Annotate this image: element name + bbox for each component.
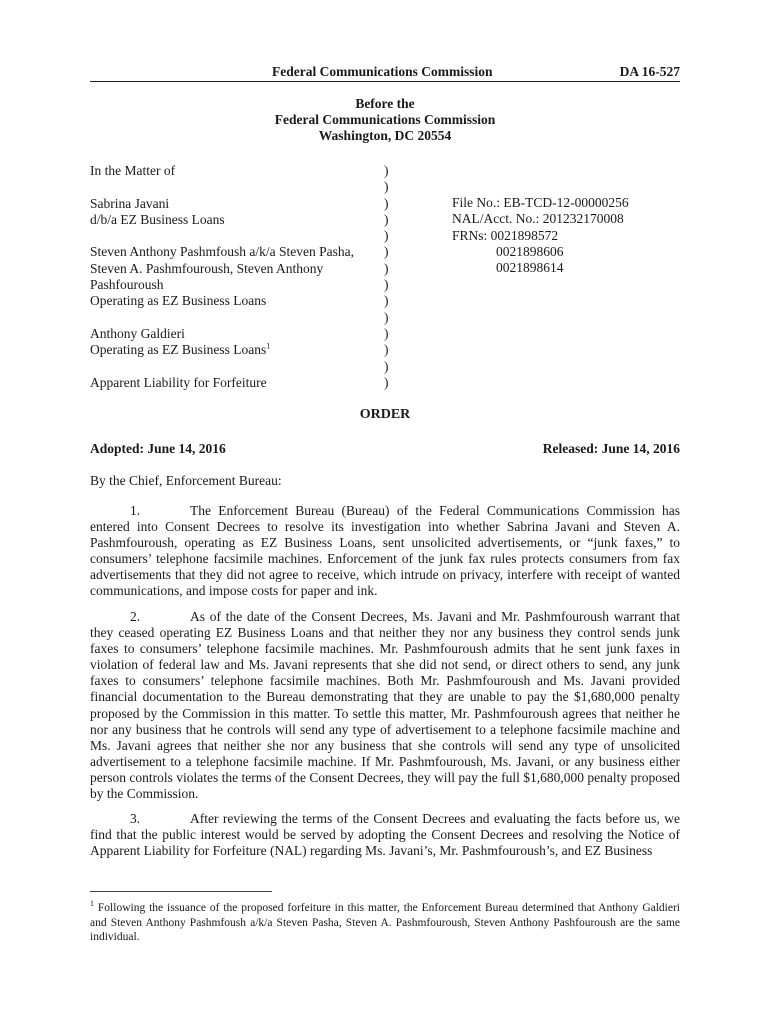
paragraph-number: 3.	[130, 811, 141, 826]
before-line-1: Before the	[355, 96, 415, 111]
paren: )	[384, 293, 389, 309]
paren: )	[384, 342, 389, 358]
order-title: ORDER	[359, 407, 411, 422]
paragraph-text: After reviewing the terms of the Consent Decrees and evaluating the facts before us, we find that the public interest would be served by adopting the Consent Decrees and resolving the Notice of Apparent Liability for Forfeiture (NAL) regarding Ms. Javani’s, Mr. Pashmfouroush’s, and EZ Business	[90, 811, 680, 859]
header-rule	[90, 81, 680, 82]
footnote-ref[interactable]: 1	[266, 341, 271, 351]
header-doc-number: DA 16-527	[619, 64, 680, 79]
paren: )	[384, 309, 389, 325]
caption-line: Operating as EZ Business Loans	[90, 293, 267, 309]
before-line-3: Washington, DC 20554	[318, 128, 452, 143]
paragraph-2	[90, 609, 680, 802]
adopted-date: Adopted: June 14, 2016	[90, 441, 226, 456]
paren: )	[384, 325, 389, 341]
paragraph-1	[90, 503, 680, 600]
paren: )	[384, 163, 389, 178]
footnote-text: Following the issuance of the proposed forfeiture in this matter, the Enforcement Bureau determined that Anthony Galdieri and Steven Anthony Pashmfoush a/k/a Steven Pasha, Steven A. Pashmfouroush, Steven Anthony Pashfouroush are the same individual.	[90, 902, 681, 944]
paragraph-text: As of the date of the Consent Decrees, Ms. Javani and Mr. Pashmfouroush warrant that they ceased operating EZ Business Loans and that neither they nor any business they control sends junk faxes to consumers’ telephone facsimile machines. Mr. Pashmfouroush admits that he sent junk faxes in violation of federal law and Ms. Javani represents that she did not send, or direct others to send, any junk faxes to consumers’ telephone facsimile machines. Both Mr. Pashmfouroush and Ms. Javani provided financial documentation to the Bureau demonstrating that they are unable to pay the $1,680,000 penalty proposed by the Commission in this matter. To settle this matter, Mr. Pashmfouroush agrees that neither he nor any business that he controls will send any type of advertisement to a telephone facsimile machine and Ms. Javani agrees that neither she nor any business that she controls will send any type of unsolicited advertisement to a telephone facsimile machine. If Mr. Pashmfouroush, Ms. Javani, or any business either person controls violates the terms of the Consent Decrees, they will pay the full $1,680,000 penalty proposed by the Commission.	[90, 609, 680, 802]
caption-line: Sabrina Javani	[90, 195, 170, 211]
caption-line	[90, 359, 354, 375]
caption-line-with-footnote: Operating as EZ Business Loans$^1$	[90, 341, 271, 358]
by-chief-line: By the Chief, Enforcement Bureau:	[90, 473, 282, 488]
paragraph-number: 1.	[130, 503, 141, 518]
paragraph-number: 2.	[130, 609, 141, 624]
caption-line: Apparent Liability for Forfeiture	[90, 374, 267, 390]
paren: )	[384, 277, 389, 293]
footnote-number: 1	[90, 899, 94, 909]
paren: )	[384, 244, 389, 260]
paren: )	[384, 374, 389, 390]
caption-paren-column	[384, 163, 389, 391]
paragraph-3	[90, 811, 680, 859]
caption-line: Pashfouroush	[90, 277, 164, 293]
caption-line: Steven Anthony Pashmfoush a/k/a Steven Pasha,	[90, 244, 354, 260]
caption-line: Anthony Galdieri	[90, 325, 185, 341]
released-date: Released: June 14, 2016	[542, 441, 680, 456]
file-number: File No.: EB-TCD-12-00000256	[452, 195, 629, 210]
paragraph-text: The Enforcement Bureau (Bureau) of the Federal Communications Commission has entered into Consent Decrees to resolve its investigation into whether Sabrina Javani and Steven A. Pashmfouroush, operating as EZ Business Loans, sent unsolicited advertisements, or “junk faxes,” to consumers’ telephone facsimile machines. Enforcement of the junk fax rules protects consumers from fax advertisements that they did not agree to receive, which intrude on privacy, interfere with receipt of wanted communications, and impose costs for paper and ink.	[90, 503, 680, 599]
header-agency: Federal Communications Commission	[272, 64, 493, 79]
caption-line: Steven A. Pashmfouroush, Steven Anthony	[90, 260, 324, 276]
before-block	[0, 96, 770, 144]
before-line-2: Federal Communications Commission	[274, 112, 496, 127]
frn-line: 0021898606	[496, 243, 564, 259]
paren: )	[384, 228, 389, 244]
frn-line: 0021898614	[496, 260, 564, 276]
caption-line: d/b/a EZ Business Loans	[90, 211, 225, 227]
caption-line	[90, 179, 354, 195]
frn-line: FRNs: 0021898572	[452, 227, 559, 243]
footnote	[90, 901, 680, 945]
paren: )	[384, 211, 389, 227]
paren: )	[384, 179, 389, 195]
paren: )	[384, 358, 389, 374]
footnote-rule	[90, 891, 272, 892]
caption-left	[90, 163, 354, 391]
paren: )	[384, 260, 389, 276]
caption-line	[90, 228, 354, 244]
caption-line: In the Matter of	[90, 163, 176, 178]
caption-line	[90, 310, 354, 326]
caption-right	[452, 195, 629, 276]
nal-account-number: NAL/Acct. No.: 201232170008	[452, 211, 624, 227]
paren: )	[384, 195, 389, 211]
